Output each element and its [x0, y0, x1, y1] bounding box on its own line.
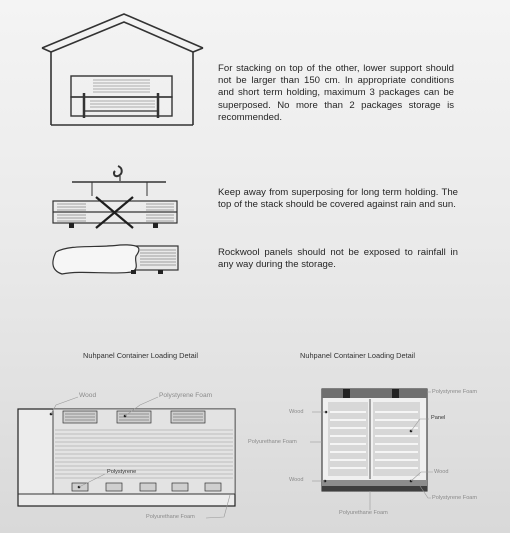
house-package-lines	[90, 80, 155, 107]
right-label-wood-left-bottom: Wood	[289, 477, 304, 483]
house-storage-illustration	[42, 14, 203, 125]
crane-stack-feet	[69, 223, 158, 228]
rainfall-instructions-text: Rockwool panels should not be exposed to rainfall in any way during the storage.	[218, 247, 458, 271]
right-label-wood-left: Wood	[289, 409, 304, 415]
crane-stacking-illustration	[53, 166, 177, 223]
right-label-polyurethane-foam-bottom: Polyurethane Foam	[339, 510, 388, 516]
covered-panel-illustration	[53, 245, 178, 274]
stacking-instructions-text: For stacking on top of the other, lower support should not be larger than 150 cm. In appropriate conditions and short term holding, maximum 3 packages can be superposed. No more than 2 packages storage is recommended.	[218, 63, 454, 123]
cover-sheet	[53, 245, 139, 274]
left-label-polystyrene: Polystyrene	[107, 469, 137, 475]
left-diagram-title: Nuhpanel Container Loading Detail	[83, 351, 199, 360]
right-label-polyurethane-foam-left: Polyurethane Foam	[248, 439, 297, 445]
left-label-wood: Wood	[79, 392, 97, 399]
right-label-polystyrene-foam-top: Polystyrene Foam	[432, 389, 478, 395]
right-label-wood-right: Wood	[434, 469, 449, 475]
right-label-panel: Panel	[431, 415, 446, 421]
right-label-polystyrene-foam-bottom: Polystyrene Foam	[432, 495, 478, 501]
left-container-diagram	[18, 397, 235, 518]
left-label-polyurethane-foam: Polyurethane Foam	[146, 514, 195, 520]
right-diagram-title: Nuhpanel Container Loading Detail	[300, 351, 416, 360]
left-label-polystyrene-foam: Polystyrene Foam	[159, 392, 213, 399]
superposing-instructions-text: Keep away from superposing for long term holding. The top of the stack should be covered against rain and sun.	[218, 187, 458, 211]
right-container-diagram	[310, 389, 433, 510]
